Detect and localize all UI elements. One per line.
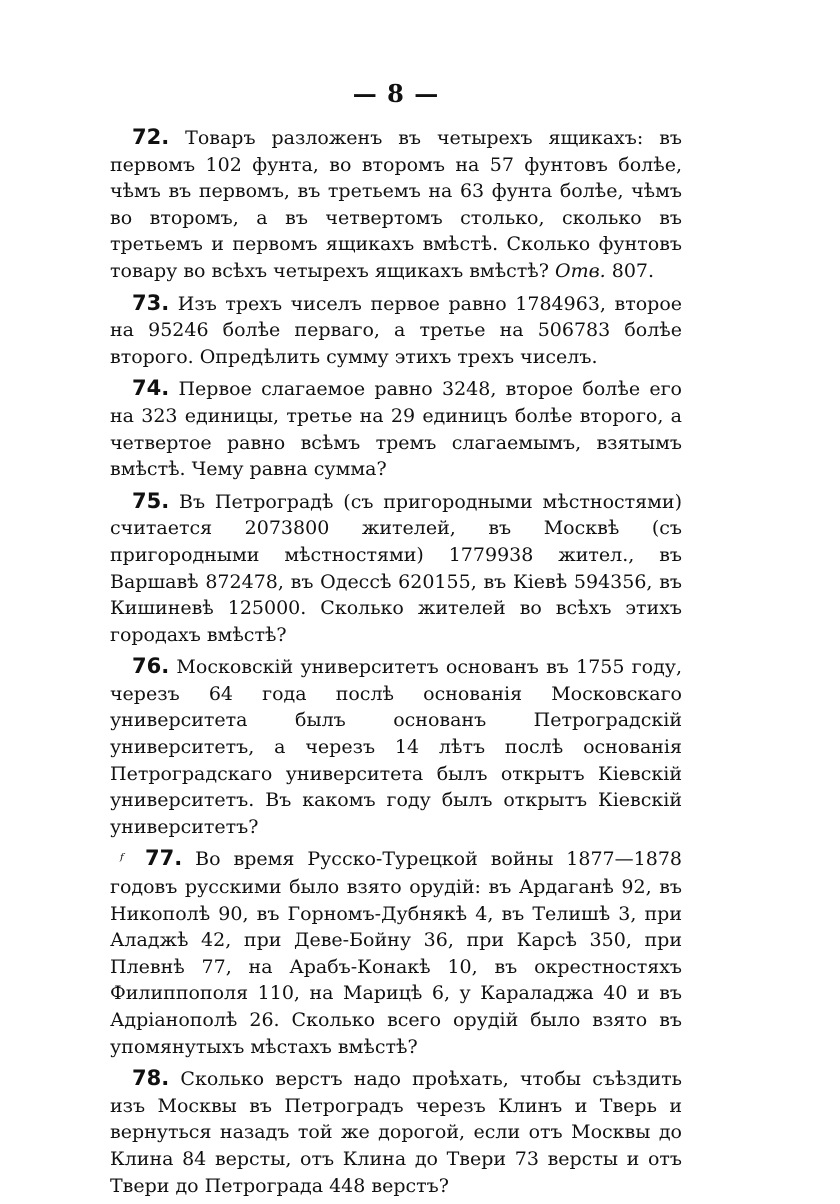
problem-72 <box>110 124 682 285</box>
problem-number: 74. <box>132 376 170 401</box>
problem-number: 76. <box>132 654 170 679</box>
problem-number: 72. <box>132 125 170 149</box>
problem-text: Московскій университетъ основанъ въ 1755 году, черезъ 64 года послѣ основанія Московскаго университета былъ основанъ Петроградскій университетъ, а черезъ 14 лѣтъ послѣ основанія Петроградскаго университета былъ открытъ Кіевскій университетъ. Въ какомъ году былъ открытъ Кіевскій университетъ? <box>110 656 682 838</box>
problem-76 <box>110 653 682 840</box>
problem-77 <box>110 845 682 1060</box>
problem-74 <box>110 375 682 482</box>
problem-78 <box>110 1065 682 1199</box>
problem-text: Первое слагаемое равно 3248, второе болѣе его на 323 единицы, третье на 29 единицъ болѣе второго, а четвертое равно всѣмъ тремъ слагаемымъ, взятымъ вмѣстѣ. Чему равна сумма? <box>110 378 682 481</box>
problem-73 <box>110 290 682 371</box>
problem-number: 73. <box>132 290 170 315</box>
margin-mark: ᶠ <box>120 850 124 870</box>
page-number: — 8 — <box>352 79 440 108</box>
problem-number: 78. <box>132 1066 170 1091</box>
problem-number: 75. <box>132 488 170 513</box>
problem-text: Изъ трехъ чиселъ первое равно 1784963, второе на 95246 болѣе перваго, а третье на 506783 болѣе второго. Опредѣлить сумму этихъ трехъ чиселъ. <box>110 292 682 368</box>
problem-text: Товаръ разложенъ въ четырехъ ящикахъ: въ первомъ 102 фунта, во второмъ на 57 фунтовъ болѣе, чѣмъ въ первомъ, въ третьемъ на 63 фунта болѣе, чѣмъ во второмъ, а въ четвертомъ столько, сколько въ третьемъ и первомъ ящикахъ вмѣстѣ. Сколько фунтовъ товару во всѣхъ четырехъ ящикахъ вмѣстѣ? <box>110 127 682 282</box>
page <box>110 78 682 1204</box>
answer-value: 807. <box>611 259 655 282</box>
problem-text: Сколько верстъ надо проѣхать, чтобы съѣздить изъ Москвы въ Петроградъ черезъ Клинъ и Тверь и вернуться назадъ той же дорогой, если отъ Москвы до Клина 84 версты, отъ Клина до Твери 73 версты и отъ Твери до Петрограда 448 верстъ? <box>110 1068 682 1197</box>
problem-number: 77. <box>144 846 183 871</box>
answer-label: Отв. <box>555 259 606 282</box>
problem-75 <box>110 488 682 649</box>
problem-text: Во время Русско-Турецкой войны 1877—1878 годовъ русскими было взято орудій: въ Ардаганѣ 92, въ Никополѣ 90, въ Горномъ-Дубнякѣ 4, въ Телишѣ 3, при Аладжѣ 42, при Деве-Бойну 36, при Карсѣ 350, при Плевнѣ 77, на Арабъ-Конакѣ 10, въ окрестностяхъ Филиппополя 110, на Марицѣ 6, у Караладжа 40 и въ Адріанополѣ 26. Сколько всего орудій было взято въ упомянутыхъ мѣстахъ вмѣстѣ? <box>110 848 682 1058</box>
problem-text: Въ Петроградѣ (съ пригородными мѣстностями) считается 2073800 жителей, въ Москвѣ (съ пригородными мѣстностями) 1779938 жител., въ Варшавѣ 872478, въ Одессѣ 620155, въ Кіевѣ 594356, въ Кишиневѣ 125000. Сколько жителей во всѣхъ этихъ городахъ вмѣстѣ? <box>110 490 682 646</box>
